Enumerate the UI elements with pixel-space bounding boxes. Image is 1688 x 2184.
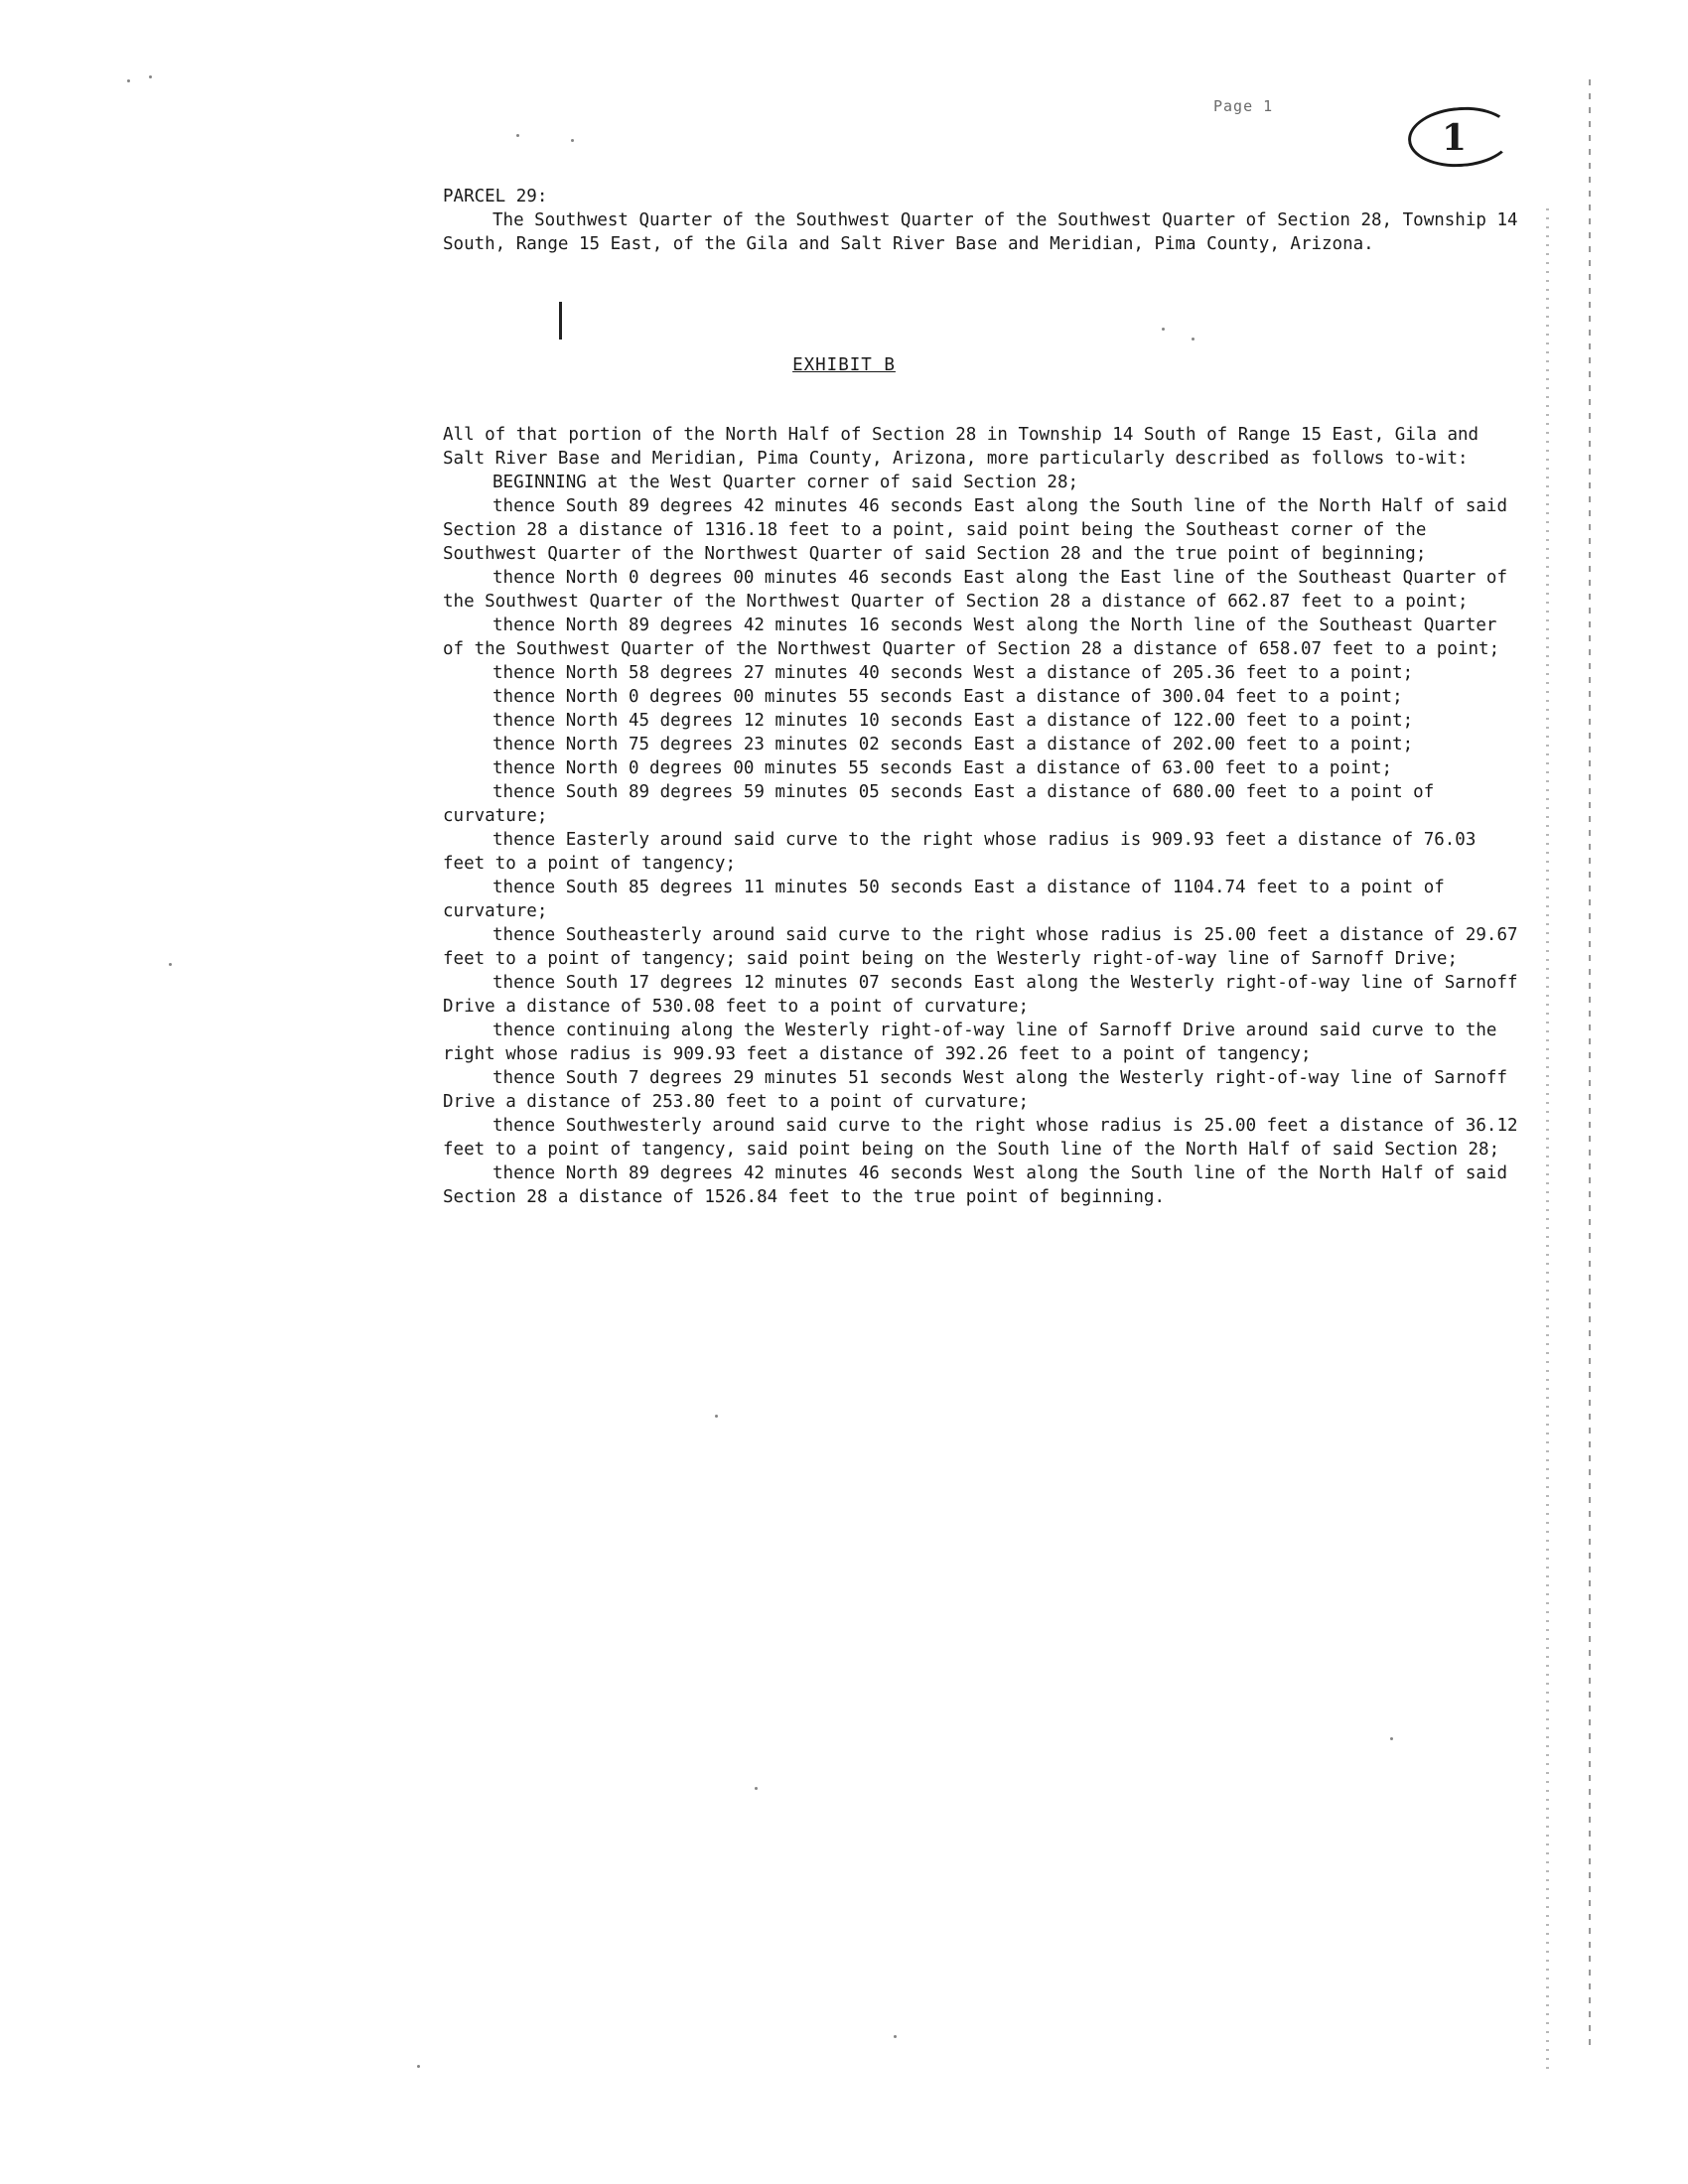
parcel-title: PARCEL 29: [443, 187, 548, 206]
scan-edge-noise [1546, 208, 1549, 2075]
legal-paragraph: thence Southeasterly around said curve to the right whose radius is 25.00 feet a distance of 29.67 feet to a point of tangency; said point being on the Westerly right-of-way line of Sarnoff Drive; [443, 925, 1518, 969]
scan-speck [516, 134, 519, 137]
scan-edge-line [1589, 79, 1591, 2045]
scan-speck [755, 1787, 758, 1790]
parcel-description: The Southwest Quarter of the Southwest Quarter of the Southwest Quarter of Section 28, Township 14 South, Range 15 East, of the Gila and Salt River Base and Meridian, Pima County, Arizona. [443, 210, 1518, 254]
legal-intro: All of that portion of the North Half of Section 28 in Township 14 South of Range 15 East, Gila and Salt River Base and Meridian, Pima County, Arizona, more particularly described as follows to-wit: [443, 425, 1479, 469]
margin-mark [559, 302, 562, 340]
scan-speck [1192, 338, 1195, 341]
legal-paragraph: thence South 17 degrees 12 minutes 07 seconds East along the Westerly right-of-way line of Sarnoff Drive a distance of 530.08 feet to a point of curvature; [443, 973, 1518, 1017]
page-label: Page 1 [1213, 97, 1274, 115]
legal-paragraph: thence South 89 degrees 59 minutes 05 seconds East a distance of 680.00 feet to a point of curvature; [443, 782, 1435, 826]
scan-speck [571, 139, 574, 142]
legal-paragraph: thence continuing along the Westerly right-of-way line of Sarnoff Drive around said curve to the right whose radius is 909.93 feet a distance of 392.26 feet to a point of tangency; [443, 1021, 1497, 1064]
parcel-section [443, 185, 1525, 256]
legal-paragraph: thence North 0 degrees 00 minutes 55 seconds East a distance of 300.04 feet to a point; [492, 687, 1403, 707]
legal-paragraph: BEGINNING at the West Quarter corner of said Section 28; [492, 473, 1079, 492]
legal-paragraph: thence Easterly around said curve to the right whose radius is 909.93 feet a distance of 76.03 feet to a point of tangency; [443, 830, 1477, 874]
legal-paragraph: thence North 0 degrees 00 minutes 55 seconds East a distance of 63.00 feet to a point; [492, 758, 1393, 778]
legal-paragraph: thence North 89 degrees 42 minutes 16 seconds West along the North line of the Southeast Quarter of the Southwest Quarter of the Northwest Quarter of Section 28 a distance of 658.07 feet to a point; [443, 615, 1500, 659]
scan-speck [1162, 328, 1165, 331]
exhibit-title: EXHIBIT B [792, 355, 896, 375]
legal-paragraph: thence North 45 degrees 12 minutes 10 seconds East a distance of 122.00 feet to a point; [492, 711, 1414, 731]
scan-speck [417, 2065, 420, 2068]
scan-speck [127, 79, 130, 82]
scan-speck [169, 963, 172, 966]
scan-speck [715, 1415, 718, 1418]
legal-paragraph: thence North 0 degrees 00 minutes 46 seconds East along the East line of the Southeast Quarter of the Southwest Quarter of the Northwest Quarter of Section 28 a distance of 662.87 feet to a point; [443, 568, 1507, 612]
legal-description [443, 423, 1525, 1209]
legal-paragraph: thence Southwesterly around said curve to the right whose radius is 25.00 feet a distance of 36.12 feet to a point of tangency, said point being on the South line of the North Half of said Section 28; [443, 1116, 1518, 1160]
scan-speck [1390, 1737, 1393, 1740]
legal-paragraph: thence South 7 degrees 29 minutes 51 seconds West along the Westerly right-of-way line of Sarnoff Drive a distance of 253.80 feet to a point of curvature; [443, 1068, 1507, 1112]
legal-paragraph: thence North 58 degrees 27 minutes 40 seconds West a distance of 205.36 feet to a point; [492, 663, 1414, 683]
legal-paragraph: thence South 89 degrees 42 minutes 46 seconds East along the South line of the North Half of said Section 28 a distance of 1316.18 feet to a point, said point being the Southeast corner of the Southwest Quarter of the Northwest Quarter of said Section 28 and the true point of beginning; [443, 496, 1507, 564]
legal-paragraph: thence North 89 degrees 42 minutes 46 seconds West along the South line of the North Half of said Section 28 a distance of 1526.84 feet to the true point of beginning. [443, 1163, 1507, 1207]
scan-speck [149, 75, 152, 78]
legal-paragraph: thence North 75 degrees 23 minutes 02 seconds East a distance of 202.00 feet to a point; [492, 735, 1414, 754]
page-number: 1 [1442, 117, 1468, 159]
scan-speck [894, 2035, 897, 2038]
legal-paragraph: thence South 85 degrees 11 minutes 50 seconds East a distance of 1104.74 feet to a point of curvature; [443, 878, 1445, 921]
